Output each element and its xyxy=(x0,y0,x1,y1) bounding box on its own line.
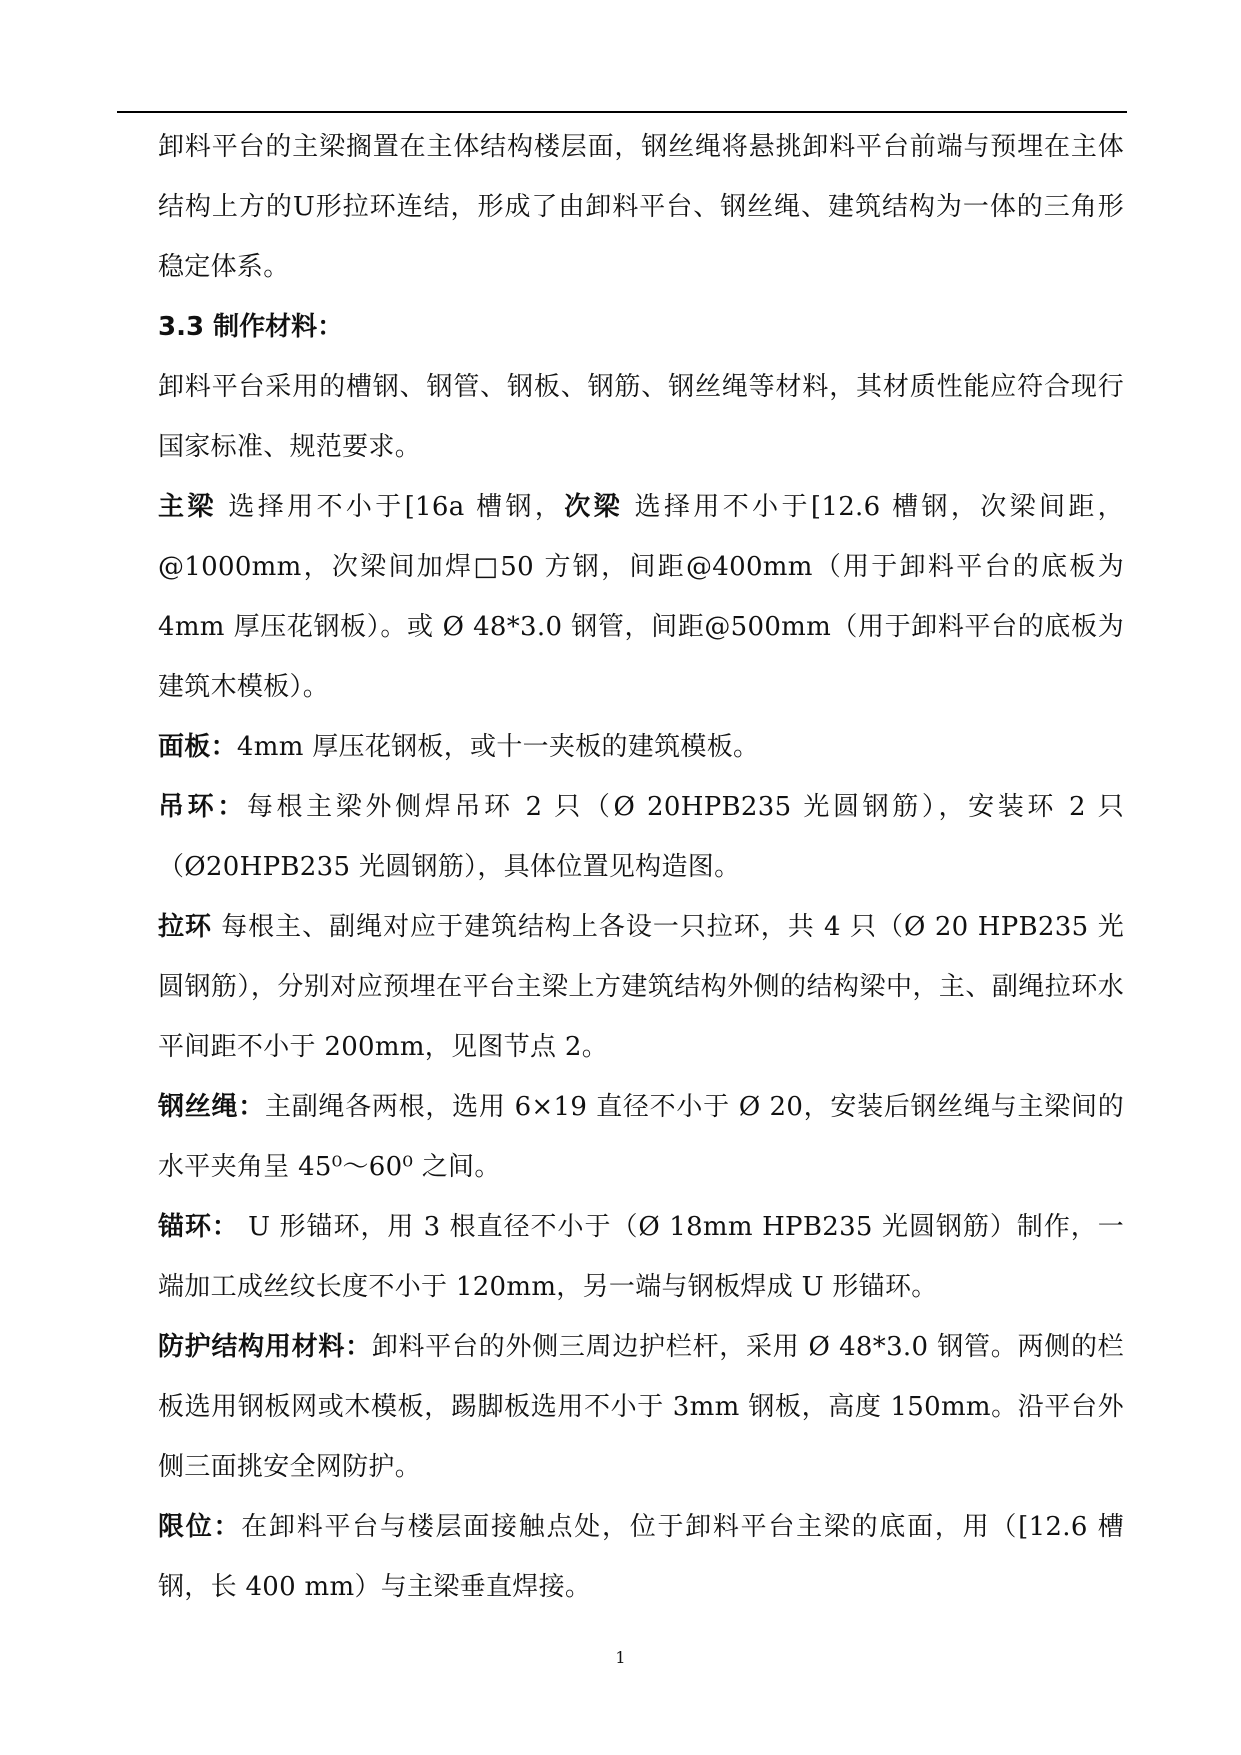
header-rule xyxy=(117,111,1127,113)
limit-paragraph xyxy=(158,1497,1124,1617)
anchor-ring-label: 锚环： xyxy=(158,1212,239,1242)
pull-ring-label: 拉环 xyxy=(158,912,212,942)
intro-paragraph: 卸料平台的主梁搁置在主体结构楼层面，钢丝绳将悬挑卸料平台前端与预埋在主体结构上方的U形拉环连结，形成了由卸料平台、钢丝绳、建筑结构为一体的三角形稳定体系。 xyxy=(158,132,1124,282)
protection-label: 防护结构用材料： xyxy=(158,1332,372,1362)
lifting-ring-paragraph xyxy=(158,777,1124,897)
anchor-ring-paragraph xyxy=(158,1197,1124,1317)
document-body xyxy=(158,117,1124,1617)
panel-label: 面板： xyxy=(158,732,237,762)
section-intro-paragraph: 卸料平台采用的槽钢、钢管、钢板、钢筋、钢丝绳等材料，其材质性能应符合现行国家标准、规范要求。 xyxy=(158,372,1124,462)
limit-label: 限位： xyxy=(158,1512,242,1542)
protection-text: 卸料平台的外侧三周边护栏杆，采用 Ø 48*3.0 钢管。两侧的栏板选用钢板网或木模板，踢脚板选用不小于 3mm 钢板，高度 150mm。沿平台外侧三面挑安全网防护。 xyxy=(158,1332,1124,1482)
protection-paragraph xyxy=(158,1317,1124,1497)
lifting-ring-text: 每根主梁外侧焊吊环 2 只（Ø 20HPB235 光圆钢筋），安装环 2 只（Ø20HPB235 光圆钢筋），具体位置见构造图。 xyxy=(158,792,1124,882)
beams-paragraph xyxy=(158,477,1124,717)
pull-ring-paragraph xyxy=(158,897,1124,1077)
main-beam-text: 选择用不小于[16a 槽钢， xyxy=(216,492,565,522)
pull-ring-text: 每根主、副绳对应于建筑结构上各设一只拉环，共 4 只（Ø 20 HPB235 光圆钢筋），分别对应预埋在平台主梁上方建筑结构外侧的结构梁中，主、副绳拉环水平间距不小于 200mm，见图节点 2。 xyxy=(158,912,1125,1062)
main-beam-label: 主梁 xyxy=(158,492,217,522)
panel-paragraph xyxy=(158,717,1124,777)
lifting-ring-label: 吊环： xyxy=(158,792,247,822)
wire-rope-label: 钢丝绳： xyxy=(158,1092,265,1122)
wire-rope-text: 主副绳各两根，选用 6×19 直径不小于 Ø 20，安装后钢丝绳与主梁间的水平夹角呈 45⁰～60⁰ 之间。 xyxy=(158,1092,1124,1182)
wire-rope-paragraph xyxy=(158,1077,1124,1197)
section-heading: 3.3 制作材料： xyxy=(158,312,344,342)
secondary-beam-text: 选择用不小于[12.6 槽钢，次梁间距，@1000mm，次梁间加焊□50 方钢，间距@400mm（用于卸料平台的底板为 4mm 厚压花钢板）。或 Ø 48*3.0 钢管，间距@500mm（用于卸料平台的底板为建筑木模板）。 xyxy=(158,492,1124,702)
limit-text: 在卸料平台与楼层面接触点处，位于卸料平台主梁的底面，用（[12.6 槽钢，长 400 mm）与主梁垂直焊接。 xyxy=(158,1512,1124,1602)
anchor-ring-text: U 形锚环，用 3 根直径不小于（Ø 18mm HPB235 光圆钢筋）制作，一端加工成丝纹长度不小于 120mm，另一端与钢板焊成 U 形锚环。 xyxy=(158,1212,1124,1302)
panel-text: 4mm 厚压花钢板，或十一夹板的建筑模板。 xyxy=(236,732,760,762)
secondary-beam-label: 次梁 xyxy=(564,492,624,522)
page-number: 1 xyxy=(615,1648,626,1667)
